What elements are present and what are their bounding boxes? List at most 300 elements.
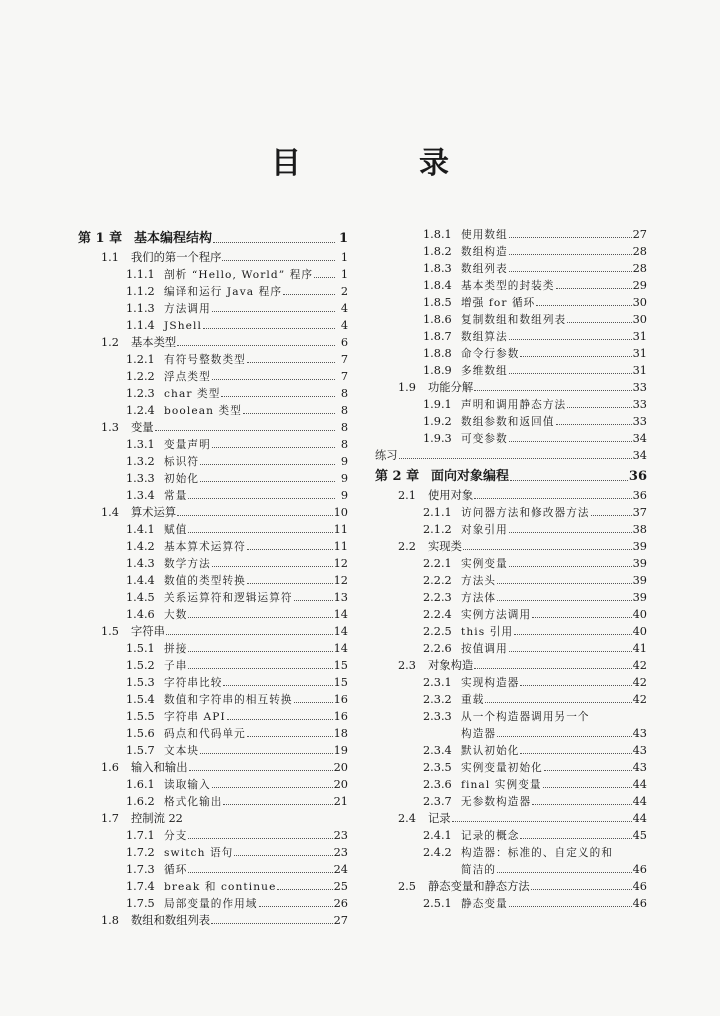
entry-title: 基本算术运算符 <box>164 541 246 553</box>
dot-leader <box>247 736 333 737</box>
entry-page: 10 <box>333 506 348 519</box>
entry-title: 剖析 “Hello, World” 程序 <box>164 269 314 281</box>
entry-page: 11 <box>333 523 348 536</box>
entry-number: 1.6.1 <box>126 778 155 791</box>
dot-leader <box>536 305 631 306</box>
entry-title: 对象引用 <box>461 524 508 536</box>
entry-number: 1.8.1 <box>423 228 452 241</box>
toc-subsection <box>375 521 647 538</box>
toc-subsection <box>375 793 647 810</box>
dot-leader <box>509 651 632 652</box>
entry-number: 2.3.1 <box>423 676 452 689</box>
entry-title: 文本块 <box>164 745 200 757</box>
dot-leader <box>509 254 632 255</box>
toc-subsection <box>78 895 348 912</box>
toc-section <box>375 487 647 504</box>
dot-leader <box>567 322 631 323</box>
entry-title: 默认初始化 <box>461 745 520 757</box>
dot-leader <box>234 855 332 856</box>
toc-subsection <box>375 362 647 379</box>
toc-section <box>78 249 348 266</box>
entry-number: 1.8.2 <box>423 245 452 258</box>
dot-leader <box>509 339 632 340</box>
dot-leader <box>277 889 332 890</box>
entry-title: 方法头 <box>461 575 497 587</box>
entry-number: 1.5.7 <box>126 744 155 757</box>
toc-entry-continuation <box>375 861 647 878</box>
toc-subsection <box>375 294 647 311</box>
toc-subsection <box>375 345 647 362</box>
entry-page: 4 <box>340 319 348 332</box>
dot-leader <box>497 583 632 584</box>
entry-page: 43 <box>632 744 647 757</box>
entry-title: 算术运算 <box>131 506 177 519</box>
entry-page: 20 <box>333 761 348 774</box>
entry-page: 31 <box>632 330 647 343</box>
entry-title: 可变参数 <box>461 433 508 445</box>
entry-title: 实例变量初始化 <box>461 762 543 774</box>
toc-subsection <box>78 487 348 504</box>
entry-number: 1.7.1 <box>126 829 155 842</box>
dot-leader <box>221 396 335 397</box>
dot-leader <box>509 906 632 907</box>
dot-leader <box>509 441 632 442</box>
toc-subsection <box>78 368 348 385</box>
entry-number: 2.3.6 <box>423 778 452 791</box>
entry-number: 1.5.4 <box>126 693 155 706</box>
toc-subsection <box>375 504 647 521</box>
entry-number: 1.2.4 <box>126 404 155 417</box>
toc-subsection <box>375 413 647 430</box>
entry-page: 23 <box>333 829 348 842</box>
dot-leader <box>556 424 632 425</box>
entry-number: 1.8.7 <box>423 330 452 343</box>
entry-number: 2.4.2 <box>423 846 452 859</box>
entry-title: 编译和运行 Java 程序 <box>164 286 283 298</box>
entry-title: 局部变量的作用域 <box>164 898 258 910</box>
entry-title: 多维数组 <box>461 365 508 377</box>
entry-page: 9 <box>340 455 348 468</box>
toc-section <box>375 657 647 674</box>
entry-title: 字符串比较 <box>164 677 223 689</box>
entry-title: 数组列表 <box>461 263 508 275</box>
entry-number: 1.7.4 <box>126 880 155 893</box>
entry-number: 2.2 <box>398 540 416 553</box>
entry-title: 数组参数和返回值 <box>461 416 555 428</box>
dot-leader <box>200 753 333 754</box>
toc-subsection <box>375 606 647 623</box>
entry-number: 1.7.3 <box>126 863 155 876</box>
entry-number: 1.5.2 <box>126 659 155 672</box>
entry-page: 9 <box>340 472 348 485</box>
entry-number: 1.2.1 <box>126 353 155 366</box>
entry-page: 42 <box>632 659 647 672</box>
entry-number: 1.3.4 <box>126 489 155 502</box>
dot-leader <box>509 237 632 238</box>
toc-subsection <box>78 283 348 300</box>
toc-subsection <box>375 589 647 606</box>
dot-leader <box>212 787 333 788</box>
dot-leader <box>223 804 332 805</box>
entry-number: 1.9.2 <box>423 415 452 428</box>
dot-leader <box>543 787 632 788</box>
entry-title: 数组构造 <box>461 246 508 258</box>
toc-subsection <box>78 606 348 623</box>
dot-leader <box>212 447 335 448</box>
dot-leader <box>243 413 335 414</box>
entry-title: 数值的类型转换 <box>164 575 246 587</box>
dot-leader <box>188 872 332 873</box>
entry-number: 2.2.4 <box>423 608 452 621</box>
entry-page: 8 <box>340 438 348 451</box>
entry-title: 常量 <box>164 490 188 502</box>
entry-number: 2.5 <box>398 880 416 893</box>
dot-leader <box>294 600 333 601</box>
entry-number: 1.4.3 <box>126 557 155 570</box>
entry-title: 有符号整数类型 <box>164 354 246 366</box>
toc-subsection <box>78 538 348 555</box>
entry-page: 16 <box>333 693 348 706</box>
entry-page: 31 <box>632 364 647 377</box>
toc-subsection <box>78 793 348 810</box>
entry-page: 16 <box>333 710 348 723</box>
entry-title: 重载 <box>461 694 485 706</box>
entry-title: 实现构造器 <box>461 677 520 689</box>
toc-subsection <box>375 311 647 328</box>
toc-subsection <box>78 878 348 895</box>
entry-number: 1.8 <box>101 914 119 927</box>
entry-number: 2.3.3 <box>423 710 452 723</box>
dot-leader <box>247 549 333 550</box>
entry-page: 45 <box>632 829 647 842</box>
entry-title: 大数 <box>164 609 188 621</box>
page-title: 目 录 <box>271 146 493 181</box>
dot-leader <box>531 889 632 890</box>
entry-number: 1.8.8 <box>423 347 452 360</box>
dot-leader <box>294 702 333 703</box>
entry-title: 数学方法 <box>164 558 211 570</box>
toc-subsection <box>375 759 647 776</box>
toc-subsection <box>78 266 348 283</box>
dot-leader <box>177 345 335 346</box>
dot-leader <box>520 685 631 686</box>
toc-subsection <box>78 402 348 419</box>
dot-leader <box>556 288 632 289</box>
entry-title: 静态变量 <box>461 898 508 910</box>
entry-number: 1.1.4 <box>126 319 155 332</box>
entry-page: 36 <box>628 469 647 484</box>
entry-number: 1.8.9 <box>423 364 452 377</box>
dot-leader <box>474 498 631 499</box>
toc-subsection <box>78 300 348 317</box>
entry-number: 1.2.3 <box>126 387 155 400</box>
toc-subsection <box>375 430 647 447</box>
entry-title: char 类型 <box>164 388 221 400</box>
toc-section <box>78 334 348 351</box>
entry-page: 6 <box>340 336 348 349</box>
entry-page: 7 <box>340 370 348 383</box>
toc-section <box>375 810 647 827</box>
dot-leader <box>166 634 333 635</box>
entry-title: 方法体 <box>461 592 497 604</box>
entry-title: 无参数构造器 <box>461 796 532 808</box>
toc-entry <box>375 447 647 464</box>
dot-leader <box>509 566 632 567</box>
entry-number: 1.5.5 <box>126 710 155 723</box>
dot-leader <box>188 668 332 669</box>
dot-leader <box>520 753 631 754</box>
toc-section <box>78 623 348 640</box>
entry-title: JShell <box>164 320 202 332</box>
entry-title: switch 语句 <box>164 847 234 859</box>
dot-leader <box>532 617 631 618</box>
dot-leader <box>497 872 632 873</box>
entry-number: 2.4 <box>398 812 416 825</box>
entry-title: 练习 <box>375 449 398 462</box>
entry-number: 1.1 <box>101 251 119 264</box>
entry-title: 格式化输出 <box>164 796 223 808</box>
entry-title: 控制流 22 <box>131 812 183 825</box>
entry-title: 实例方法调用 <box>461 609 532 621</box>
entry-title: 对象构造 <box>428 659 474 672</box>
entry-page: 46 <box>632 897 647 910</box>
dot-leader <box>474 668 631 669</box>
toc-subsection <box>375 226 647 243</box>
entry-number: 1.3.1 <box>126 438 155 451</box>
dot-leader <box>189 770 333 771</box>
dot-leader <box>188 498 335 499</box>
entry-title: 静态变量和静态方法 <box>428 880 530 893</box>
entry-page: 27 <box>333 914 348 927</box>
entry-page: 28 <box>632 245 647 258</box>
entry-page: 44 <box>632 812 647 825</box>
entry-page: 19 <box>333 744 348 757</box>
toc-subsection <box>78 589 348 606</box>
toc-section <box>78 912 348 929</box>
entry-title: 基本编程结构 <box>134 231 213 246</box>
entry-title: 字符串 <box>131 625 165 638</box>
toc-subsection <box>78 657 348 674</box>
entry-page: 8 <box>340 421 348 434</box>
entry-number: 1.4 <box>101 506 119 519</box>
toc-subsection <box>375 260 647 277</box>
entry-number: 1.3 <box>101 421 119 434</box>
dot-leader <box>514 634 631 635</box>
entry-page: 1 <box>340 251 348 264</box>
dot-leader <box>509 271 632 272</box>
entry-number: 1.9.3 <box>423 432 452 445</box>
entry-page: 41 <box>632 642 647 655</box>
dot-leader <box>211 923 333 924</box>
entry-number: 1.8.5 <box>423 296 452 309</box>
toc-subsection <box>78 572 348 589</box>
toc-subsection <box>375 243 647 260</box>
entry-title: 浮点类型 <box>164 371 211 383</box>
entry-title: 基本类型 <box>131 336 177 349</box>
entry-page: 8 <box>340 404 348 417</box>
entry-number: 1.4.5 <box>126 591 155 604</box>
entry-page: 14 <box>333 625 348 638</box>
entry-page: 39 <box>632 574 647 587</box>
entry-page: 46 <box>632 863 647 876</box>
toc-subsection <box>78 385 348 402</box>
toc-subsection <box>78 742 348 759</box>
dot-leader <box>213 242 335 243</box>
toc-subsection <box>375 691 647 708</box>
toc-section <box>78 419 348 436</box>
entry-page: 43 <box>632 761 647 774</box>
entry-number: 1.5.6 <box>126 727 155 740</box>
toc-section <box>78 504 348 521</box>
dot-leader <box>283 294 335 295</box>
entry-page: 30 <box>632 313 647 326</box>
entry-number: 1.2 <box>101 336 119 349</box>
entry-title: 记录的概念 <box>461 830 520 842</box>
toc-subsection <box>78 351 348 368</box>
entry-page: 7 <box>340 353 348 366</box>
dot-leader <box>314 277 335 278</box>
entry-number: 1.7 <box>101 812 119 825</box>
entry-page: 26 <box>333 897 348 910</box>
toc-subsection <box>78 725 348 742</box>
entry-number: 1.8.4 <box>423 279 452 292</box>
toc-subsection <box>78 317 348 334</box>
dot-leader <box>222 260 335 261</box>
entry-page: 42 <box>632 676 647 689</box>
entry-number: 2.2.5 <box>423 625 452 638</box>
dot-leader <box>247 583 333 584</box>
entry-number: 1.3.3 <box>126 472 155 485</box>
dot-leader <box>212 311 335 312</box>
dot-leader <box>247 362 335 363</box>
entry-title: 数组和数组列表 <box>131 914 211 927</box>
entry-page: 2 <box>340 285 348 298</box>
entry-title: 实现类 <box>428 540 462 553</box>
toc-subsection <box>78 674 348 691</box>
entry-page: 29 <box>632 279 647 292</box>
toc-subsection <box>78 470 348 487</box>
entry-number: 1.1.1 <box>126 268 155 281</box>
toc-subsection <box>78 691 348 708</box>
toc-subsection <box>375 742 647 759</box>
toc-subsection <box>375 277 647 294</box>
dot-leader <box>509 532 632 533</box>
entry-number: 2.5.1 <box>423 897 452 910</box>
dot-leader <box>510 480 628 481</box>
entry-page: 27 <box>632 228 647 241</box>
toc-right-column <box>375 226 647 912</box>
toc-subsection <box>78 436 348 453</box>
entry-number: 1.5.1 <box>126 642 155 655</box>
toc-subsection <box>375 572 647 589</box>
entry-title: 关系运算符和逻辑运算符 <box>164 592 293 604</box>
entry-title: 变量 <box>131 421 154 434</box>
entry-page: 1 <box>338 231 348 246</box>
entry-page: 34 <box>632 432 647 445</box>
toc-subsection <box>78 521 348 538</box>
entry-title: this 引用 <box>461 626 514 638</box>
dot-leader <box>463 549 632 550</box>
entry-page: 44 <box>632 795 647 808</box>
entry-number: 1.2.2 <box>126 370 155 383</box>
entry-title: 构造器 <box>461 728 497 740</box>
entry-page: 28 <box>632 262 647 275</box>
entry-title: 数组算法 <box>461 331 508 343</box>
toc-subsection <box>78 640 348 657</box>
dot-leader <box>591 515 632 516</box>
entry-number: 1.9.1 <box>423 398 452 411</box>
toc-chapter <box>78 228 348 249</box>
entry-page: 42 <box>632 693 647 706</box>
entry-number: 1.1.2 <box>126 285 155 298</box>
entry-page: 23 <box>333 846 348 859</box>
entry-title: break 和 continue <box>164 881 277 893</box>
entry-number: 2.2.3 <box>423 591 452 604</box>
dot-leader <box>452 821 632 822</box>
toc-section <box>78 810 348 827</box>
dot-leader <box>532 804 631 805</box>
entry-page: 25 <box>333 880 348 893</box>
entry-title: 增强 for 循环 <box>461 297 536 309</box>
entry-page: 36 <box>632 489 647 502</box>
entry-page: 46 <box>632 880 647 893</box>
entry-number: 2.1.1 <box>423 506 452 519</box>
entry-title: 我们的第一个程序 <box>131 251 222 264</box>
entry-number: 2.3.7 <box>423 795 452 808</box>
entry-number: 2.3 <box>398 659 416 672</box>
dot-leader <box>567 407 631 408</box>
entry-title: 变量声明 <box>164 439 211 451</box>
entry-page: 40 <box>632 608 647 621</box>
entry-title: 声明和调用静态方法 <box>461 399 567 411</box>
toc-subsection <box>375 827 647 844</box>
entry-page: 12 <box>333 574 348 587</box>
toc-subsection <box>78 861 348 878</box>
toc-subsection <box>78 776 348 793</box>
entry-title: 标识符 <box>164 456 200 468</box>
entry-page: 11 <box>333 540 348 553</box>
entry-page: 31 <box>632 347 647 360</box>
entry-number: 2.3.5 <box>423 761 452 774</box>
entry-page: 39 <box>632 557 647 570</box>
dot-leader <box>485 702 631 703</box>
entry-page: 39 <box>632 540 647 553</box>
entry-number: 1.6 <box>101 761 119 774</box>
entry-number: 1.3.2 <box>126 455 155 468</box>
dot-leader <box>212 566 333 567</box>
toc-subsection <box>375 328 647 345</box>
entry-title: 初始化 <box>164 473 200 485</box>
entry-title: 功能分解 <box>428 381 474 394</box>
toc-subsection <box>375 708 647 725</box>
toc-entry-continuation <box>375 725 647 742</box>
entry-title: 赋值 <box>164 524 188 536</box>
entry-title: 子串 <box>164 660 188 672</box>
entry-title: 按值调用 <box>461 643 508 655</box>
entry-number: 1.5.3 <box>126 676 155 689</box>
dot-leader <box>188 838 332 839</box>
entry-title: 字符串 API <box>164 711 226 723</box>
dot-leader <box>200 464 335 465</box>
dot-leader <box>259 906 333 907</box>
entry-page: 13 <box>333 591 348 604</box>
dot-leader <box>399 458 632 459</box>
toc-subsection <box>375 895 647 912</box>
toc-section <box>78 759 348 776</box>
entry-page: 15 <box>333 659 348 672</box>
dot-leader <box>188 532 332 533</box>
dot-leader <box>474 390 631 391</box>
